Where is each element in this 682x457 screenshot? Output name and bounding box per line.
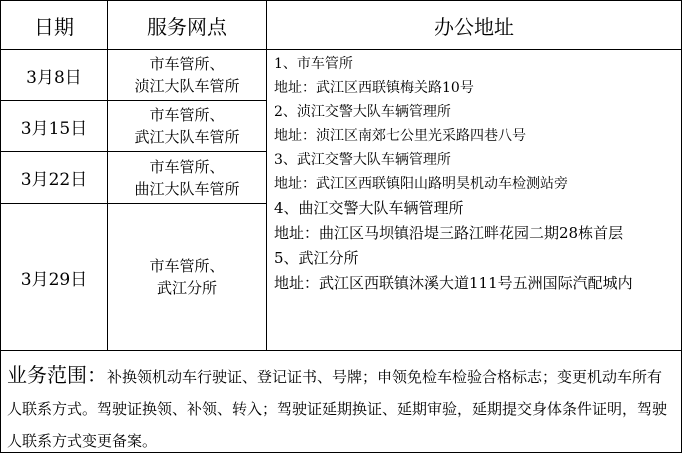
- outlet-line: 曲江大队车管所: [134, 179, 240, 198]
- address-name: 4、曲江交警大队车辆管理所: [274, 199, 464, 217]
- address-detail: 地址：曲江区马坝镇沿堤三路江畔花园二期28栋首层: [274, 224, 624, 242]
- table-row-outlet: [107, 203, 267, 351]
- table-row-date: [0, 151, 108, 204]
- address-list: [266, 49, 682, 351]
- outlet-line: 武江大队车管所: [134, 128, 240, 146]
- table-row-date: [0, 100, 108, 152]
- outlet-line: 浈江大队车管所: [134, 77, 240, 95]
- table-row-date: [0, 49, 108, 101]
- outlet-line: 市车管所、: [149, 157, 225, 176]
- business-scope-text: 补换领机动车行驶证、登记证书、号牌；申领免检车检验合格标志；变更机动车所有人联系方式。驾驶证换领、补领、转入；驾驶证延期换证、延期审验，延期提交身体条件证明，驾驶人联系方式变更备案。: [7, 368, 668, 450]
- date-text: 3月29日: [20, 269, 88, 290]
- header-outlet-label: 服务网点: [147, 14, 227, 39]
- date-text: 3月22日: [20, 170, 88, 190]
- address-name: 3、武江交警大队车辆管理所: [274, 152, 451, 168]
- date-text: 3月8日: [26, 67, 82, 88]
- table-row-outlet: [107, 49, 267, 101]
- header-address: [266, 0, 682, 50]
- address-detail: 地址：武江区西联镇阳山路明昊机动车检测站旁: [274, 176, 568, 192]
- outlet-line: 武江分所: [156, 279, 217, 297]
- address-detail: 地址：武江区西联镇沐溪大道111号五洲国际汽配城内: [274, 274, 633, 292]
- header-address-label: 办公地址: [434, 14, 514, 39]
- business-scope: [0, 350, 682, 453]
- header-outlet: [107, 0, 267, 50]
- address-detail: 地址：武江区西联镇梅关路10号: [274, 80, 474, 96]
- address-name: 2、浈江交警大队车辆管理所: [274, 104, 451, 120]
- table-row-outlet: [107, 151, 267, 204]
- address-name: 5、武江分所: [274, 249, 359, 267]
- outlet-line: 市车管所、: [149, 106, 225, 124]
- address-name: 1、市车管所: [274, 56, 353, 72]
- outlet-line: 市车管所、: [149, 55, 225, 73]
- outlet-line: 市车管所、: [149, 257, 225, 275]
- header-date-label: 日期: [34, 14, 74, 39]
- address-detail: 地址：浈江区南郊七公里光采路四巷八号: [274, 128, 526, 144]
- table-row-outlet: [107, 100, 267, 152]
- table-row-date: [0, 203, 108, 351]
- business-scope-label: 业务范围：: [7, 363, 107, 387]
- date-text: 3月15日: [20, 118, 88, 139]
- header-date: [0, 0, 108, 50]
